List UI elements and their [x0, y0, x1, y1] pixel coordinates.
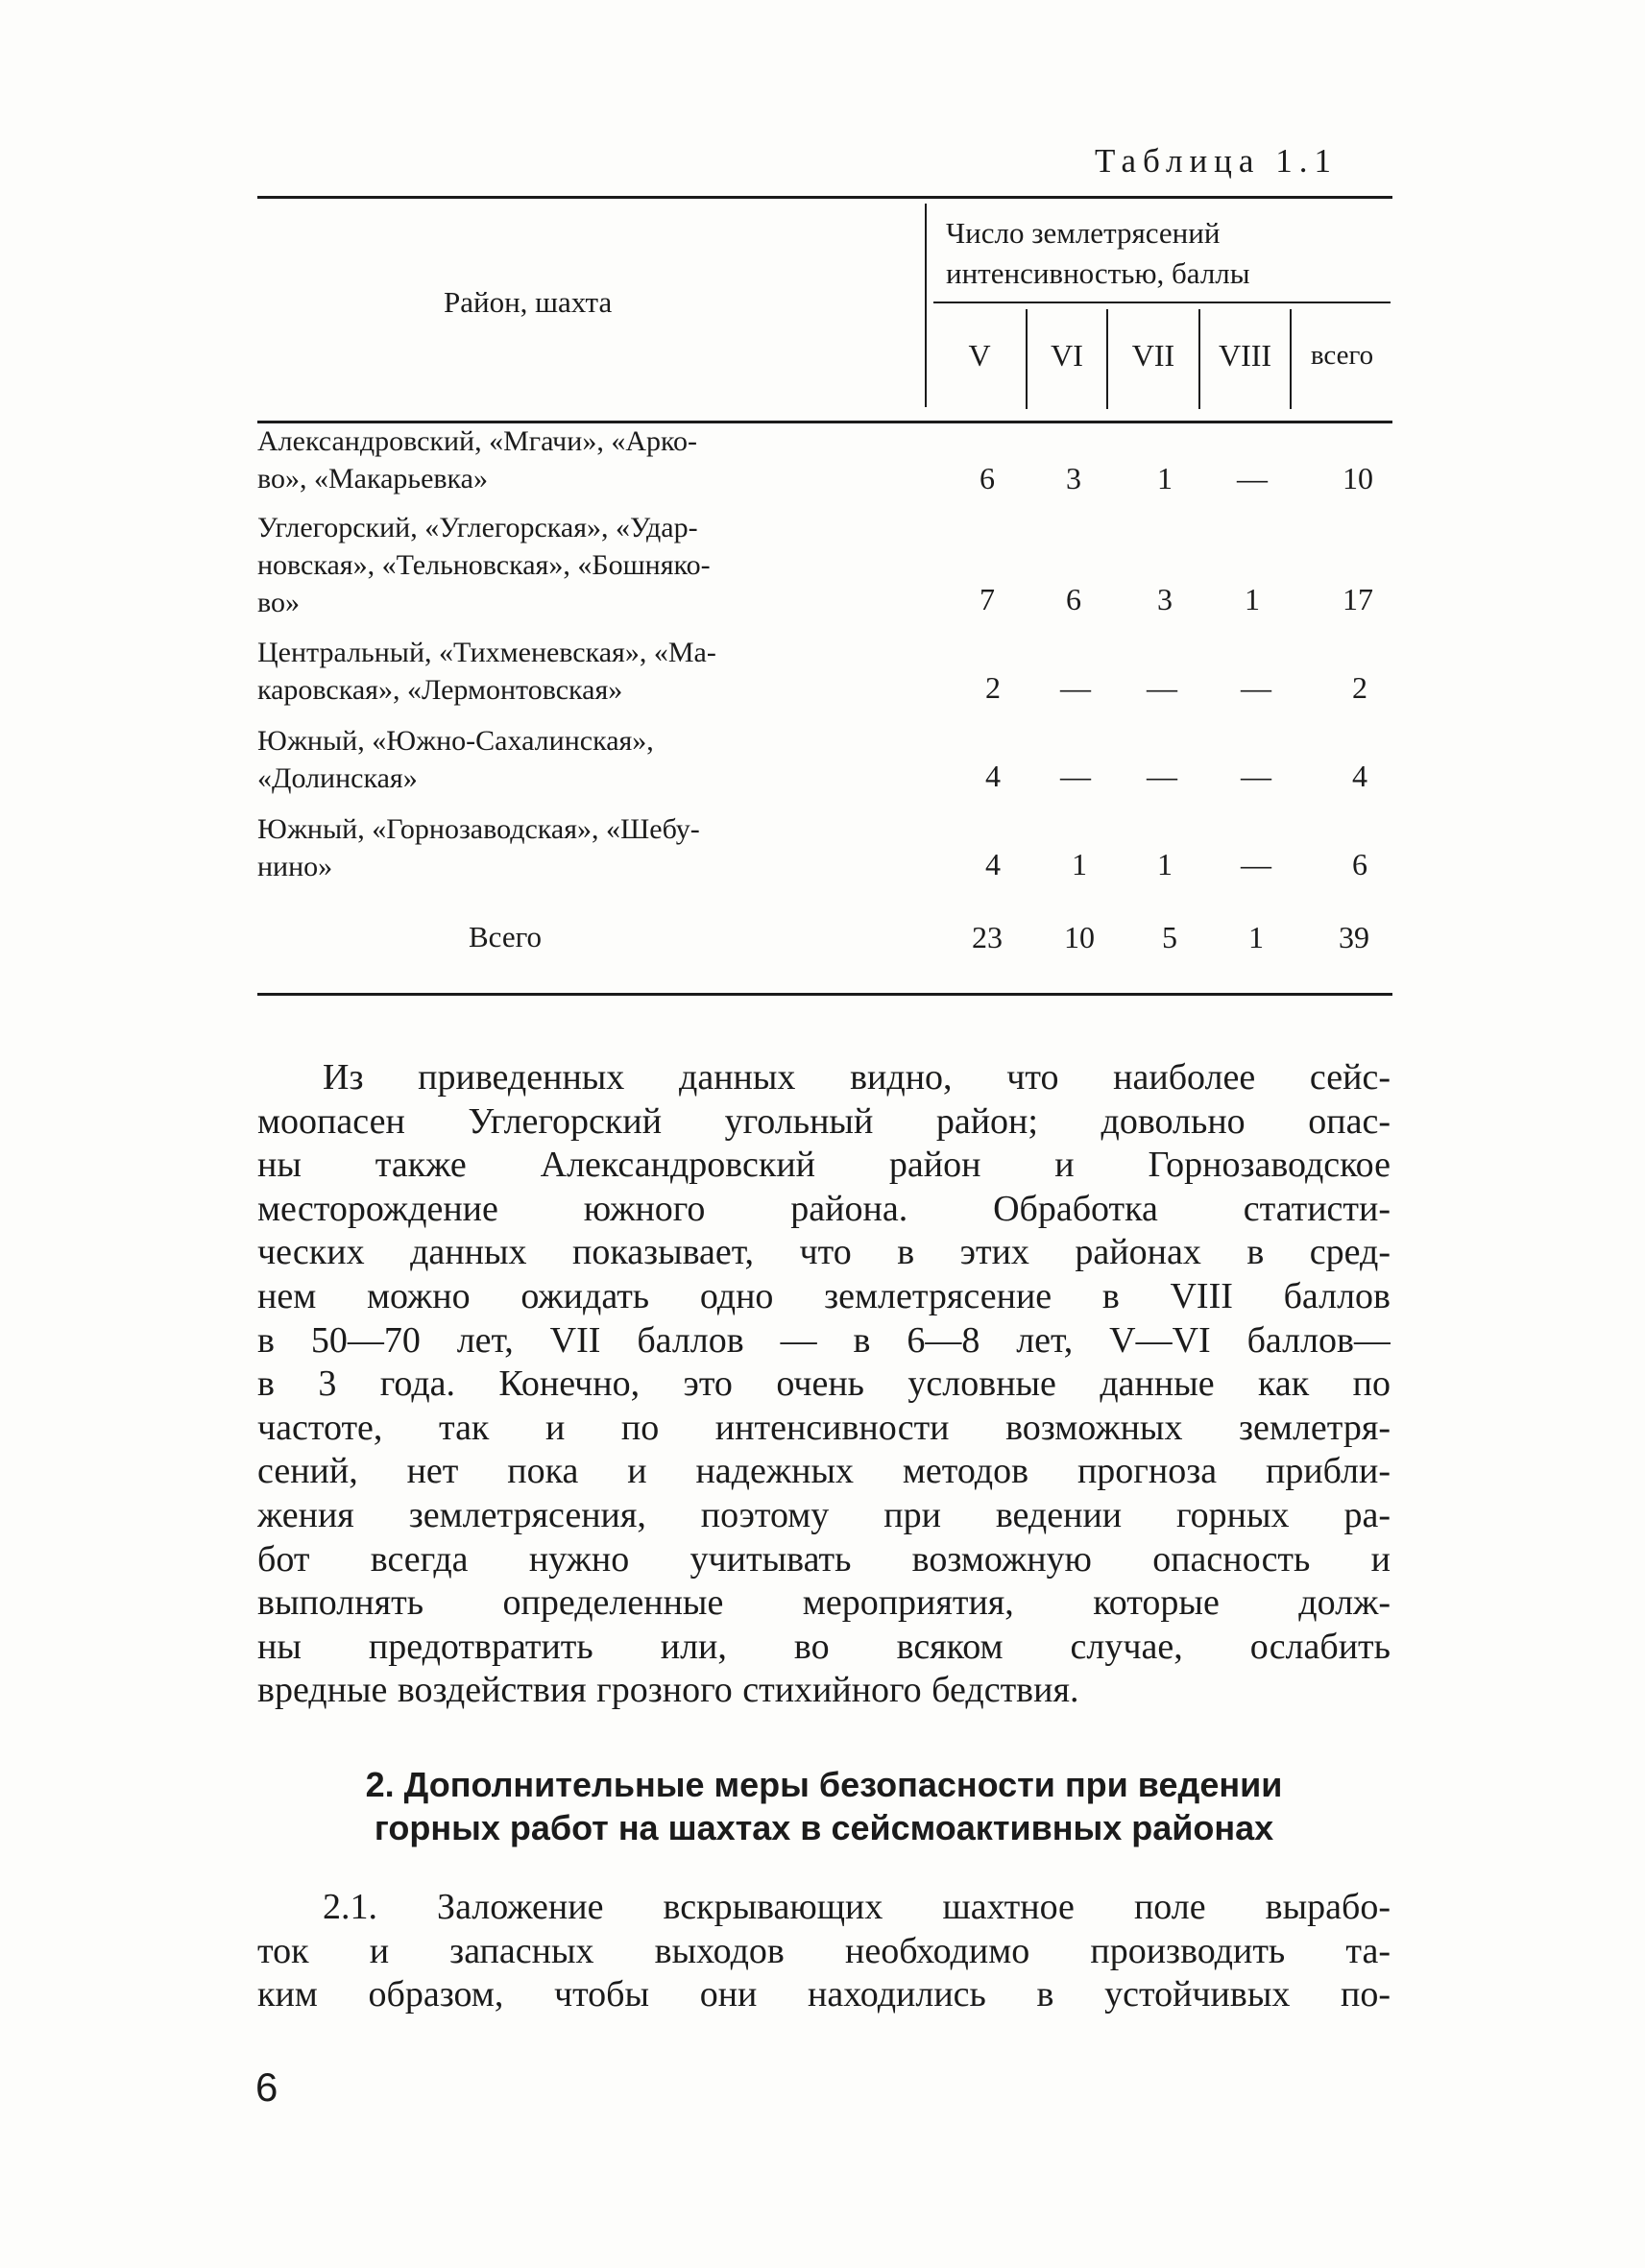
- cell-v: 2: [985, 670, 1001, 705]
- col-header-vii: VII: [1131, 338, 1175, 373]
- cell-viii: —: [1241, 847, 1271, 881]
- text-line: частоте, так и по интенсивности возможных землетря-: [257, 1407, 1391, 1448]
- cell-total: 17: [1343, 582, 1373, 616]
- total-v: 23: [972, 920, 1003, 954]
- region-line: каровская», «Лермонтовская»: [257, 674, 623, 706]
- total-all: 39: [1339, 920, 1369, 954]
- text-line: месторождение южного района. Обработка статисти-: [257, 1188, 1391, 1229]
- region-line: Центральный, «Тихменевская», «Ма-: [257, 637, 716, 668]
- header-group-label-line1: Число землетрясений: [946, 216, 1221, 250]
- section-heading-line: 2. Дополнительные меры безопасности при ведении: [365, 1765, 1283, 1804]
- col-header-vi: VI: [1051, 338, 1083, 373]
- col-header-v: V: [968, 338, 991, 373]
- cell-vi: 1: [1072, 847, 1087, 881]
- cell-vii: 3: [1157, 582, 1173, 616]
- cell-v: 7: [980, 582, 995, 616]
- cell-vii: —: [1147, 759, 1177, 793]
- cell-v: 4: [985, 847, 1001, 881]
- row-region-name: [257, 722, 882, 797]
- row-region-name: [257, 509, 882, 621]
- cell-v: 6: [980, 461, 995, 495]
- col-header-total: всего: [1310, 340, 1374, 371]
- text-line: вредные воздействия грозного стихийного бедствия.: [257, 1670, 1079, 1711]
- cell-viii: —: [1237, 461, 1268, 495]
- cell-vii: —: [1147, 670, 1177, 705]
- text-line: в 50—70 лет, VII баллов — в 6—8 лет, V—VI баллов—: [257, 1319, 1391, 1361]
- cell-total: 4: [1352, 759, 1367, 793]
- cell-total: 10: [1343, 461, 1373, 495]
- header-region-divider: [925, 204, 927, 407]
- cell-vii: 1: [1157, 461, 1173, 495]
- cell-vi: 3: [1066, 461, 1081, 495]
- cell-viii: —: [1241, 759, 1271, 793]
- text-line: в 3 года. Конечно, это очень условные данные как по: [257, 1363, 1391, 1405]
- region-line: Южный, «Южно-Сахалинская»,: [257, 725, 654, 757]
- section-heading-line: горных работ на шахтах в сейсмоактивных районах: [374, 1808, 1274, 1847]
- page-number: 6: [255, 2064, 278, 2110]
- total-label: Всего: [469, 920, 543, 953]
- region-line: Углегорский, «Углегорская», «Удар-: [257, 512, 698, 543]
- text-line: ток и запасных выходов необходимо производить та-: [257, 1930, 1391, 1971]
- table-top-rule: [257, 196, 1392, 199]
- text-line: бот всегда нужно учитывать возможную опасность и: [257, 1538, 1391, 1580]
- text-line: ческих данных показывает, что в этих районах в сред-: [257, 1232, 1391, 1273]
- table-bottom-rule: [257, 993, 1392, 996]
- body-paragraph: [257, 1886, 1391, 2017]
- text-line: 2.1. Заложение вскрывающих шахтное поле вырабо-: [323, 1887, 1391, 1927]
- region-line: во»: [257, 587, 300, 618]
- cell-total: 6: [1352, 847, 1367, 881]
- col-header-viii: VIII: [1218, 338, 1272, 373]
- cell-total: 2: [1352, 670, 1367, 705]
- text-line: ким образом, чтобы они находились в устойчивых по-: [257, 1974, 1391, 2015]
- region-line: Александровский, «Мгачи», «Арко-: [257, 425, 698, 457]
- body-paragraph: [257, 1056, 1391, 1713]
- total-vii: 5: [1162, 920, 1177, 954]
- header-group-label-line2: интенсивностью, баллы: [946, 256, 1250, 290]
- total-vi: 10: [1064, 920, 1095, 954]
- text-line: ны предотвратить или, во всяком случае, ослабить: [257, 1626, 1391, 1667]
- cell-vi: —: [1060, 759, 1091, 793]
- text-line: ны также Александровский район и Горнозаводское: [257, 1145, 1391, 1186]
- text-line: жения землетрясения, поэтому при ведении горных ра-: [257, 1494, 1391, 1535]
- row-region-name: [257, 422, 882, 497]
- section-heading: [257, 1763, 1391, 1849]
- text-line: моопасен Углегорский угольный район; довольно опас-: [257, 1100, 1391, 1142]
- table-caption: Таблица 1.1: [1095, 142, 1338, 180]
- header-group-label: [946, 213, 1250, 294]
- cell-vi: 6: [1066, 582, 1081, 616]
- text-line: выполнять определенные мероприятия, которые долж-: [257, 1582, 1391, 1624]
- cell-viii: —: [1241, 670, 1271, 705]
- text-line: нем можно ожидать одно землетрясение в VIII баллов: [257, 1275, 1391, 1316]
- text-line: сений, нет пока и надежных методов прогноза прибли-: [257, 1451, 1391, 1492]
- total-viii: 1: [1248, 920, 1264, 954]
- header-region-label: Район, шахта: [444, 285, 613, 319]
- region-line: «Долинская»: [257, 762, 418, 794]
- text-line: Из приведенных данных видно, что наиболее сейс-: [323, 1057, 1391, 1098]
- cell-vi: —: [1060, 670, 1091, 705]
- row-region-name: [257, 810, 882, 885]
- header-group-rule: [933, 302, 1391, 303]
- cell-v: 4: [985, 759, 1001, 793]
- row-region-name: [257, 634, 882, 709]
- region-line: нино»: [257, 851, 333, 882]
- cell-viii: 1: [1245, 582, 1260, 616]
- region-line: во», «Макарьевка»: [257, 463, 488, 495]
- cell-vii: 1: [1157, 847, 1173, 881]
- region-line: новская», «Тельновская», «Бошняко-: [257, 549, 711, 581]
- region-line: Южный, «Горнозаводская», «Шебу-: [257, 813, 700, 845]
